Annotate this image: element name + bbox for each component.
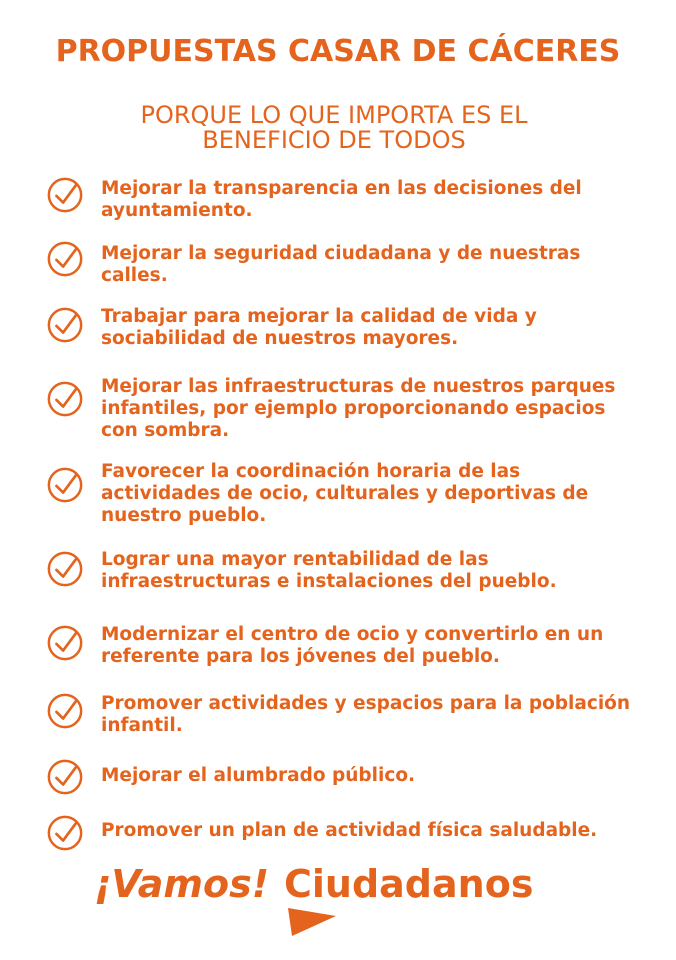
- check-circle-icon: [46, 814, 84, 852]
- logo-party-name: Ciudadanos: [284, 862, 534, 906]
- check-circle-icon: [46, 466, 84, 504]
- party-logo: [94, 862, 564, 942]
- check-circle-icon: [46, 624, 84, 662]
- check-circle-icon: [46, 306, 84, 344]
- proposal-text: Mejorar la transparencia en las decisiones del ayuntamiento.: [101, 178, 582, 221]
- proposal-text: Mejorar el alumbrado público.: [101, 765, 416, 786]
- proposal-text: Trabajar para mejorar la calidad de vida y sociabilidad de nuestros mayores.: [101, 306, 537, 349]
- page-title: PROPUESTAS CASAR DE CÁCERES: [55, 34, 621, 69]
- check-circle-icon: [46, 692, 84, 730]
- proposal-text: Promover actividades y espacios para la población infantil.: [101, 693, 631, 736]
- check-circle-icon: [46, 240, 84, 278]
- check-circle-icon: [46, 176, 84, 214]
- proposal-text: Modernizar el centro de ocio y convertirlo en un referente para los jóvenes del pueblo.: [101, 624, 604, 667]
- check-circle-icon: [46, 758, 84, 796]
- proposal-text: Lograr una mayor rentabilidad de las infraestructuras e instalaciones del pueblo.: [101, 549, 557, 592]
- logo-tail-icon: [284, 906, 344, 940]
- proposal-text: Promover un plan de actividad física saludable.: [101, 820, 598, 841]
- proposal-text: Mejorar las infraestructuras de nuestros parques infantiles, por ejemplo proporcionando espacios con sombra.: [101, 376, 616, 441]
- proposal-text: Mejorar la seguridad ciudadana y de nuestras calles.: [101, 243, 581, 286]
- logo-slogan: ¡Vamos!: [94, 862, 270, 906]
- check-circle-icon: [46, 380, 84, 418]
- page-subtitle: PORQUE LO QUE IMPORTA ES EL BENEFICIO DE TODOS: [140, 101, 528, 154]
- proposal-text: Favorecer la coordinación horaria de las actividades de ocio, culturales y deportivas de nuestro pueblo.: [101, 461, 589, 526]
- check-circle-icon: [46, 550, 84, 588]
